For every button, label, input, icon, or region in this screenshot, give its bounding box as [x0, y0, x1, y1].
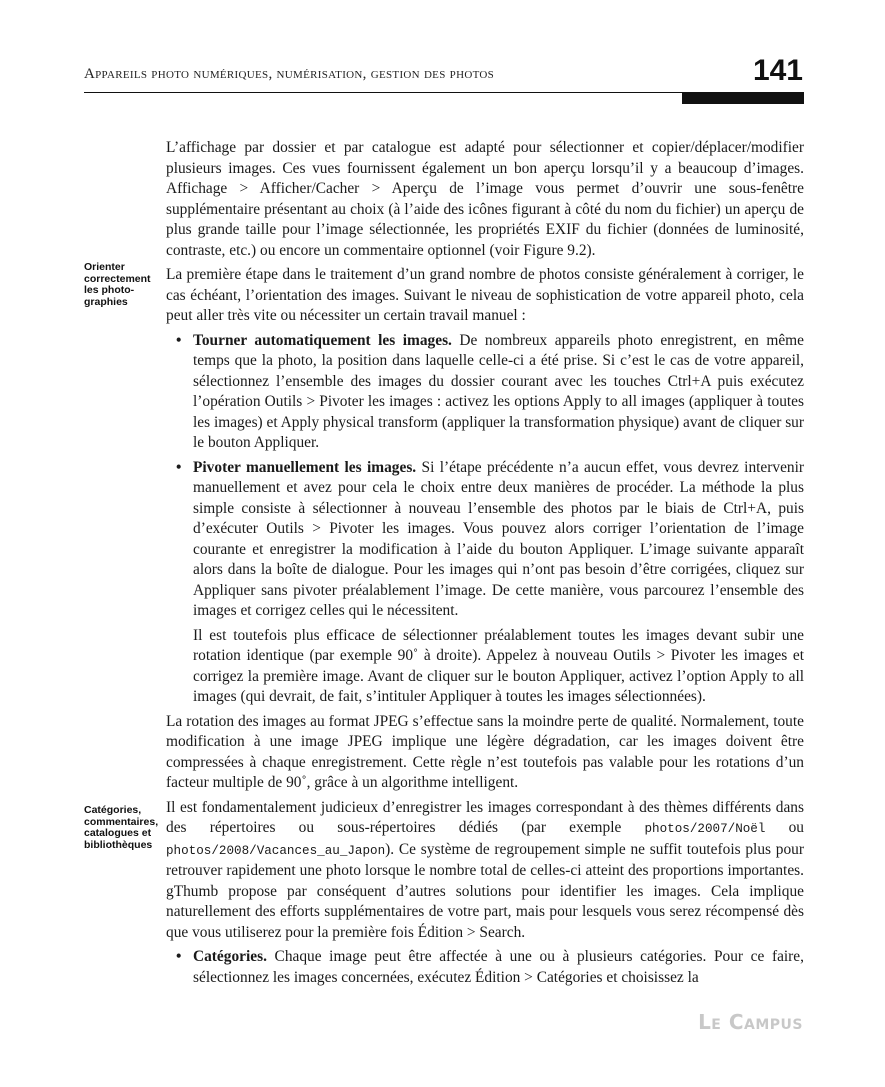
list-item — [193, 331, 804, 454]
code-path: photos/2008/Vacances_au_Japon — [166, 843, 386, 858]
text-run: Il est fondamentalement judicieux d’enregistrer les images correspondant à des thèmes différents dans des répertoires ou sous-répertoires dédiés (par exemple — [166, 798, 804, 836]
text-run: ou — [765, 819, 804, 836]
list-item — [193, 458, 804, 708]
page-number: 141 — [752, 54, 803, 87]
bullet-text: Chaque image peut être affectée à une ou à plusieurs catégories. Pour ce faire, sélectionnez les images concernées, exécutez Édition > Catégories et choisissez la — [193, 948, 804, 986]
running-header: Appareils photo numériques, numérisation, gestion des photos — [84, 66, 495, 82]
main-text — [166, 138, 804, 992]
paragraph-categories — [166, 798, 804, 944]
orientation-list — [166, 331, 804, 708]
categories-list — [166, 947, 804, 988]
code-path: photos/2007/Noël — [644, 822, 766, 836]
publisher-logo: Le Campus — [698, 1010, 803, 1034]
bullet-title: Catégories. — [193, 948, 267, 965]
list-item — [193, 947, 804, 988]
paragraph-rotation-jpeg: La rotation des images au format JPEG s’effectue sans la moindre perte de qualité. Normalement, toute modification à une image JPEG implique une légère dégradation, car les images doivent être compressées à chaque enregistrement. Cette règle n’est toutefois pas valable pour les rotations d’un facteur multiple de 90˚, grâce à un algorithme intelligent. — [166, 712, 804, 791]
margin-note-orienter: Orienter correctement les photo-graphies — [84, 261, 151, 308]
bullet-title: Tourner automatiquement les images. — [193, 331, 452, 349]
bullet-continuation: Il est toutefois plus efficace de sélectionner préalablement toutes les images devant subir une rotation identique (par exemple 90˚ à droite). Appelez à nouveau Outils > Pivoter les images et corrigez la première image. Avant de cliquer sur le bouton Appliquer, activez l’option Apply to all images (qui devrait, de fait, s’intituler Appliquer à toutes les images sélectionnées). — [193, 626, 804, 705]
paragraph-premiere-etape: La première étape dans le traitement d’un grand nombre de photos consiste généralement à corriger, le cas échéant, l’orientation des images. Suivant le niveau de sophistication de votre appareil photo, cela peut aller très vite ou nécessiter un certain travail manuel : — [166, 266, 804, 324]
bullet-text: Si l’étape précédente n’a aucun effet, vous devrez intervenir manuellement et avez pour cela le choix entre deux manières de procéder. La méthode la plus simple consiste à sélectionner à nouveau l’ensemble des photos par le biais de Ctrl+A, puis d’exécuter Outils > Pivoter les images. Vous pouvez alors corriger l’orientation de l’image courante et enregistrer la modification à l’aide du bouton Appliquer. L’image suivante apparaît alors dans la boîte de dialogue. Pour les images qui n’ont pas besoin d’être corrigées, cliquez sur Appliquer sans pivoter préalablement l’image. De cette manière, vous parcourez l’ensemble des images et corrigez celles qui le nécessitent. — [193, 458, 804, 619]
bullet-title: Pivoter manuellement les images. — [193, 458, 417, 476]
paragraph-affichage: L’affichage par dossier et par catalogue est adapté pour sélectionner et copier/déplacer/modifier plusieurs images. Ces vues fournissent également un bon aperçu lorsqu’il y a beaucoup d’images. Affichage > Afficher/Cacher > Aperçu de l’image vous permet d’ouvrir une sous-fenêtre supplémentaire présentant au choix (à l’aide des icônes figurant à côté du nom du fichier) un aperçu de plus grande taille pour l’image sélectionnée, les propriétés EXIF du fichier (données de luminosité, contraste, etc.) ou encore un commentaire optionnel (voir Figure 9.2). — [166, 139, 804, 259]
bullet-text: De nombreux appareils photo enregistrent, en même temps que la photo, la position dans laquelle celle-ci a été prise. Si c’est le cas de votre appareil, sélectionnez l’ensemble des images du dossier courant avec les touches Ctrl+A puis exécutez l’opération Outils > Pivoter les images : activez les options Apply to all images (appliquer à toutes les images) et Apply physical transform (appliquer la transformation physique) avant de cliquer sur le bouton Appliquer. — [193, 331, 804, 451]
margin-note-categories: Catégories, commentaires, catalogues et bibliothèques — [84, 804, 159, 851]
header-rule-bar — [682, 92, 804, 104]
text-run: ). Ce système de regroupement simple ne suffit toutefois plus pour retrouver rapidement une photo lorsque le nombre total de celles-ci atteint des proportions importantes. gThumb propose par conséquent d’autres solutions pour identifier les images. Cela implique naturellement des efforts supplémentaires de votre part, mais pour lesquels vous serez récompensé dès que vous utiliserez pour la première fois Édition > Search. — [166, 840, 804, 941]
